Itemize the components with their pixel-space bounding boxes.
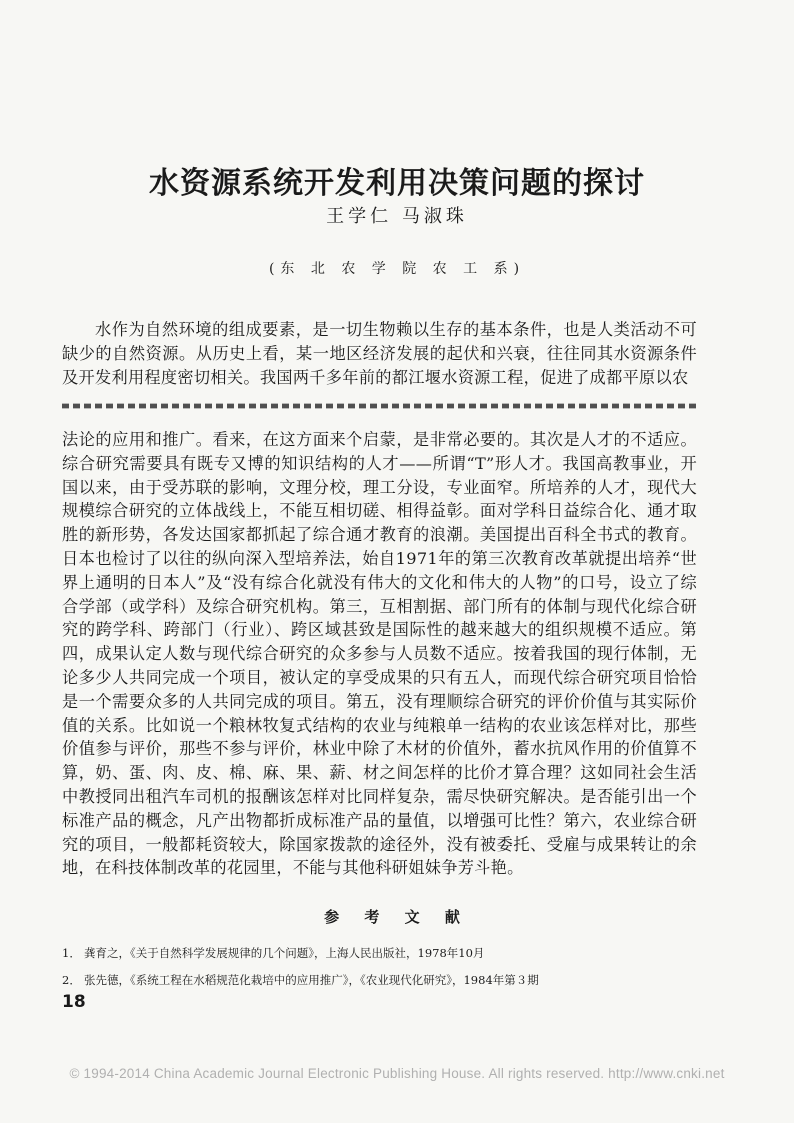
author-affiliation: (东 北 农 学 院 农 工 系) bbox=[268, 261, 526, 277]
references-list bbox=[62, 940, 722, 994]
section-divider bbox=[62, 400, 697, 412]
page-number: 18 bbox=[62, 992, 86, 1012]
article-title: 水资源系统开发利用决策问题的探讨 bbox=[149, 166, 645, 202]
reference-number: 1． bbox=[62, 946, 81, 960]
copyright-footer: © 1994-2014 China Academic Journal Electronic Publishing House. All rights reserved. http://www.cnki.net bbox=[69, 1066, 725, 1081]
reference-text: 龚育之，《关于自然科学发展规律的几个问题》，上海人民出版社，1978年10月 bbox=[84, 946, 485, 960]
reference-item bbox=[62, 967, 722, 994]
references-heading: 参 考 文 献 bbox=[324, 908, 470, 926]
abstract-paragraph: 水作为自然环境的组成要素，是一切生物赖以生存的基本条件，也是人类活动不可缺少的自然资源。从历史上看，某一地区经济发展的起伏和兴衰，往往同其水资源条件及开发利用程度密切相关。我国两千多年前的都江堰水资源工程，促进了成都平原以农 bbox=[62, 320, 697, 387]
body-paragraph: 法论的应用和推广。看来，在这方面来个启蒙，是非常必要的。其次是人才的不适应。综合研究需要具有既专又博的知识结构的人才——所谓“T”形人才。我国高教事业，开国以来，由于受苏联的影响，文理分校，理工分设，专业面窄。所培养的人才，现代大规模综合研究的立体战线上，不能互相切磋、相得益彰。面对学科日益综合化、通才取胜的新形势，各发达国家都抓起了综合通才教育的浪潮。美国提出百科全书式的教育。日本也检讨了以往的纵向深入型培养法，始自1971年的第三次教育改革就提出培养“世界上通明的日本人”及“没有综合化就没有伟大的文化和伟大的人物”的口号，设立了综合学部（或学科）及综合研究机构。第三，互相割据、部门所有的体制与现代化综合研究的跨学科、跨部门（行业）、跨区域甚致是国际性的越来越大的组织规模不适应。第四，成果认定人数与现代综合研究的众多参与人员数不适应。按着我国的现行体制，无论多少人共同完成一个项目，被认定的享受成果的只有五人，而现代综合研究项目恰恰是一个需要众多的人共同完成的项目。第五，没有理顺综合研究的评价价值与其实际价值的关系。比如说一个粮林牧复式结构的农业与纯粮单一结构的农业该怎样对比，那些价值参与评价，那些不参与评价，林业中除了木材的价值外，蓄水抗风作用的价值算不算，奶、蛋、肉、皮、棉、麻、果、薪、材之间怎样的比价才算合理？这如同社会生活中教授同出租汽车司机的报酬该怎样对比同样复杂，需尽快研究解决。是否能引出一个标准产品的概念，凡产出物都折成标准产品的量值，以增强可比性？第六，农业综合研究的项目，一般都耗资较大，除国家拨款的途径外，没有被委托、受雇与成果转让的余地，在科技体制改革的花园里，不能与其他科研姐妹争芳斗艳。 bbox=[62, 430, 697, 878]
article-authors: 王学仁 马淑珠 bbox=[326, 206, 468, 227]
reference-item bbox=[62, 940, 722, 967]
reference-text: 张先德，《系统工程在水稻规范化栽培中的应用推广》，《农业现代化研究》，1984年第３期 bbox=[84, 973, 539, 987]
reference-number: 2． bbox=[62, 973, 81, 987]
